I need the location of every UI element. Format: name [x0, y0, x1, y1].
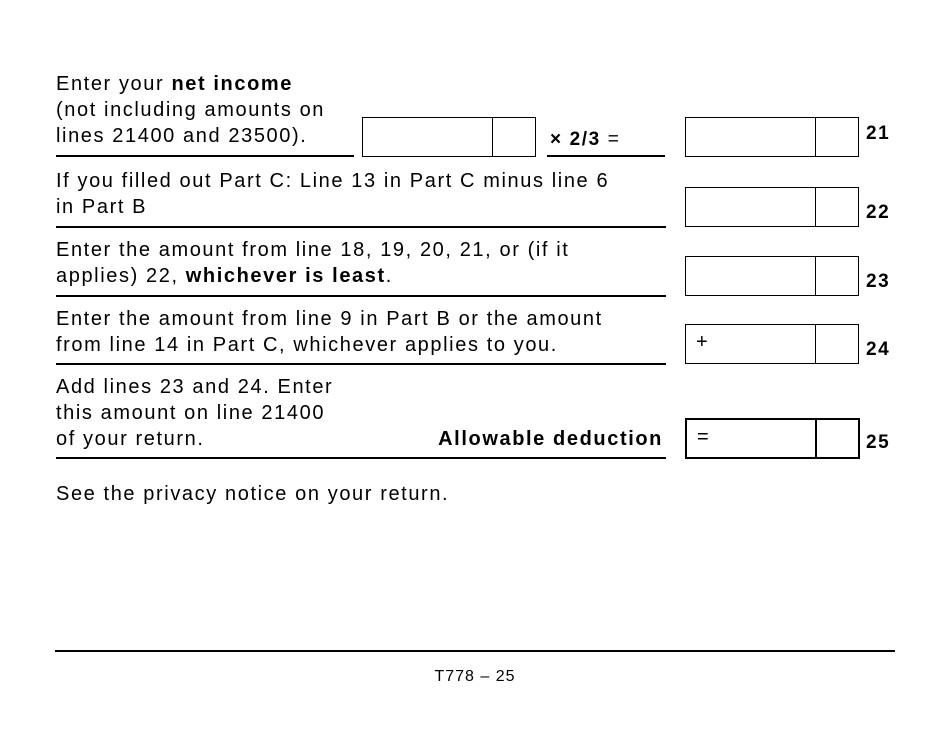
line23-label-prefix: applies) 22, [56, 265, 186, 287]
line25-label-2: this amount on line 21400 [56, 402, 326, 424]
page-footer-label: T778 – 25 [434, 668, 516, 685]
line23-label-2 [56, 263, 393, 289]
line24-label-2: from line 14 in Part C, whichever applies to you. [56, 334, 558, 356]
line25-label-rule [56, 457, 666, 459]
line21-label-3: lines 21400 and 23500). [56, 125, 308, 147]
line24-label-rule [56, 363, 666, 365]
line-number-21: 21 [866, 123, 891, 144]
allowable-deduction-label: Allowable deduction [438, 428, 663, 450]
line21-label-rule [56, 155, 354, 157]
line23-whichever-least-bold: whichever is least [185, 265, 386, 287]
line23-label-rule [56, 295, 666, 297]
footer-rule [55, 650, 895, 652]
privacy-notice: See the privacy notice on your return. [56, 483, 450, 505]
line22-cents-divider [815, 188, 816, 226]
line25-equals-sign: = [697, 426, 709, 448]
line-number-23: 23 [866, 271, 891, 292]
line23-label-1: Enter the amount from line 18, 19, 20, 21, or (if it [56, 239, 570, 261]
line23-label-suffix: . [385, 265, 393, 287]
line21-multiplier [550, 127, 620, 153]
line-number-24: 24 [866, 339, 891, 360]
line21-label-2: (not including amounts on [56, 99, 326, 121]
line24-plus-sign: + [696, 331, 708, 353]
line23-cents-divider [815, 257, 816, 295]
line21-net-income-cents-divider [492, 118, 493, 156]
line21-net-income-input[interactable] [362, 117, 536, 157]
line25-allowable-deduction-input[interactable] [685, 418, 860, 459]
line21-label-prefix: Enter your [56, 73, 172, 95]
line22-amount-input[interactable] [685, 187, 859, 227]
line22-label-2: in Part B [56, 196, 148, 218]
line21-amount-input[interactable] [685, 117, 859, 157]
line25-cents-divider [815, 420, 817, 457]
line25-label-3: of your return. [56, 428, 205, 450]
line21-net-income-bold: net income [171, 73, 294, 95]
line21-equals: = [607, 129, 621, 150]
line21-multiplier-rule [547, 155, 665, 157]
line21-cents-divider [815, 118, 816, 156]
line24-amount-input[interactable] [685, 324, 859, 364]
line25-label-1: Add lines 23 and 24. Enter [56, 376, 334, 398]
line-number-25: 25 [866, 432, 891, 453]
line24-cents-divider [815, 325, 816, 363]
line22-label-rule [56, 226, 666, 228]
line24-label-1: Enter the amount from line 9 in Part B or the amount [56, 308, 603, 330]
line21-multiplier-bold: × 2/3 [550, 129, 601, 150]
line-number-22: 22 [866, 202, 891, 223]
line21-label-1 [56, 71, 293, 97]
line23-amount-input[interactable] [685, 256, 859, 296]
line22-label-1: If you filled out Part C: Line 13 in Part C minus line 6 [56, 170, 610, 192]
